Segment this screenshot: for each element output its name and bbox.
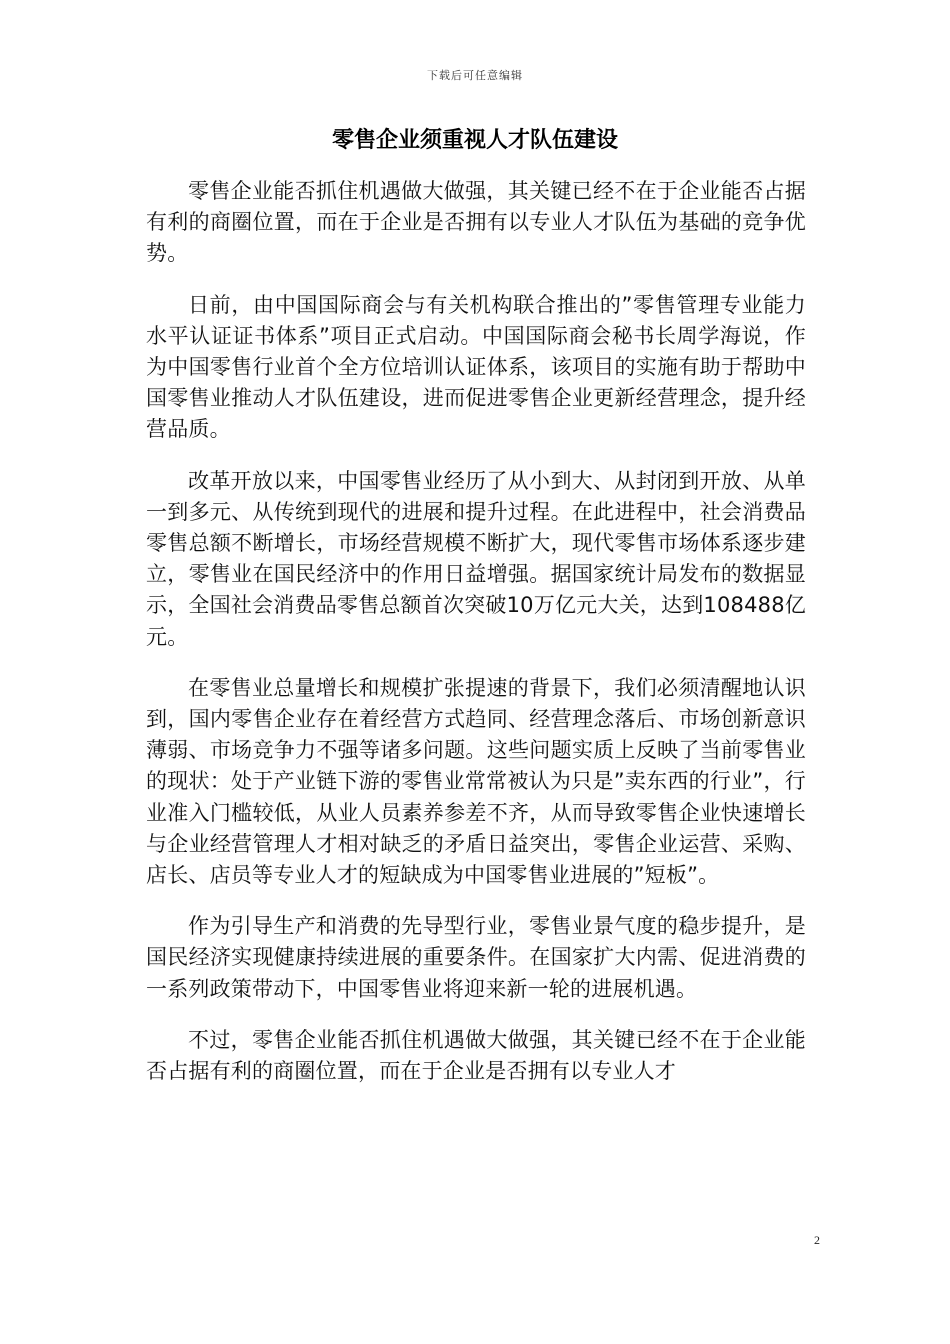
paragraph-1: 零售企业能否抓住机遇做大做强，其关键已经不在于企业能否占据有利的商圈位置，而在于企业是否拥有以专业人才队伍为基础的竞争优势。 [146, 179, 806, 266]
document-title: 零售企业须重视人才队伍建设 [331, 128, 618, 153]
paragraph-6: 不过，零售企业能否抓住机遇做大做强，其关键已经不在于企业能否占据有利的商圈位置，而在于企业是否拥有以专业人才 [146, 1027, 806, 1084]
header-note: 下载后可任意编辑 [427, 69, 523, 82]
document-body [146, 176, 806, 1107]
paragraph-5: 作为引导生产和消费的先导型行业，零售业景气度的稳步提升，是国民经济实现健康持续进展的重要条件。在国家扩大内需、促进消费的一系列政策带动下，中国零售业将迎来新一轮的进展机遇。 [146, 914, 806, 1001]
paragraph-3: 改革开放以来，中国零售业经历了从小到大、从封闭到开放、从单一到多元、从传统到现代的进展和提升过程。在此进程中，社会消费品零售总额不断增长，市场经营规模不断扩大，现代零售市场体系逐步建立，零售业在国民经济中的作用日益增强。据国家统计局发布的数据显示，全国社会消费品零售总额首次突破10万亿元大关，达到108488亿元。 [146, 468, 806, 649]
paragraph-2: 日前，由中国国际商会与有关机构联合推出的”零售管理专业能力水平认证证书体系”项目正式启动。中国国际商会秘书长周学海说，作为中国零售行业首个全方位培训认证体系，该项目的实施有助于帮助中国零售业推动人才队伍建设，进而促进零售企业更新经营理念，提升经营品质。 [146, 292, 806, 442]
page-number: 2 [814, 1233, 820, 1247]
paragraph-4: 在零售业总量增长和规模扩张提速的背景下，我们必须清醒地认识到，国内零售企业存在着经营方式趋同、经营理念落后、市场创新意识薄弱、市场竞争力不强等诸多问题。这些问题实质上反映了当前零售业的现状：处于产业链下游的零售业常常被认为只是”卖东西的行业”，行业准入门槛较低，从业人员素养参差不齐，从而导致零售企业快速增长与企业经营管理人才相对缺乏的矛盾日益突出，零售企业运营、采购、店长、店员等专业人才的短缺成为中国零售业进展的”短板”。 [146, 675, 806, 888]
